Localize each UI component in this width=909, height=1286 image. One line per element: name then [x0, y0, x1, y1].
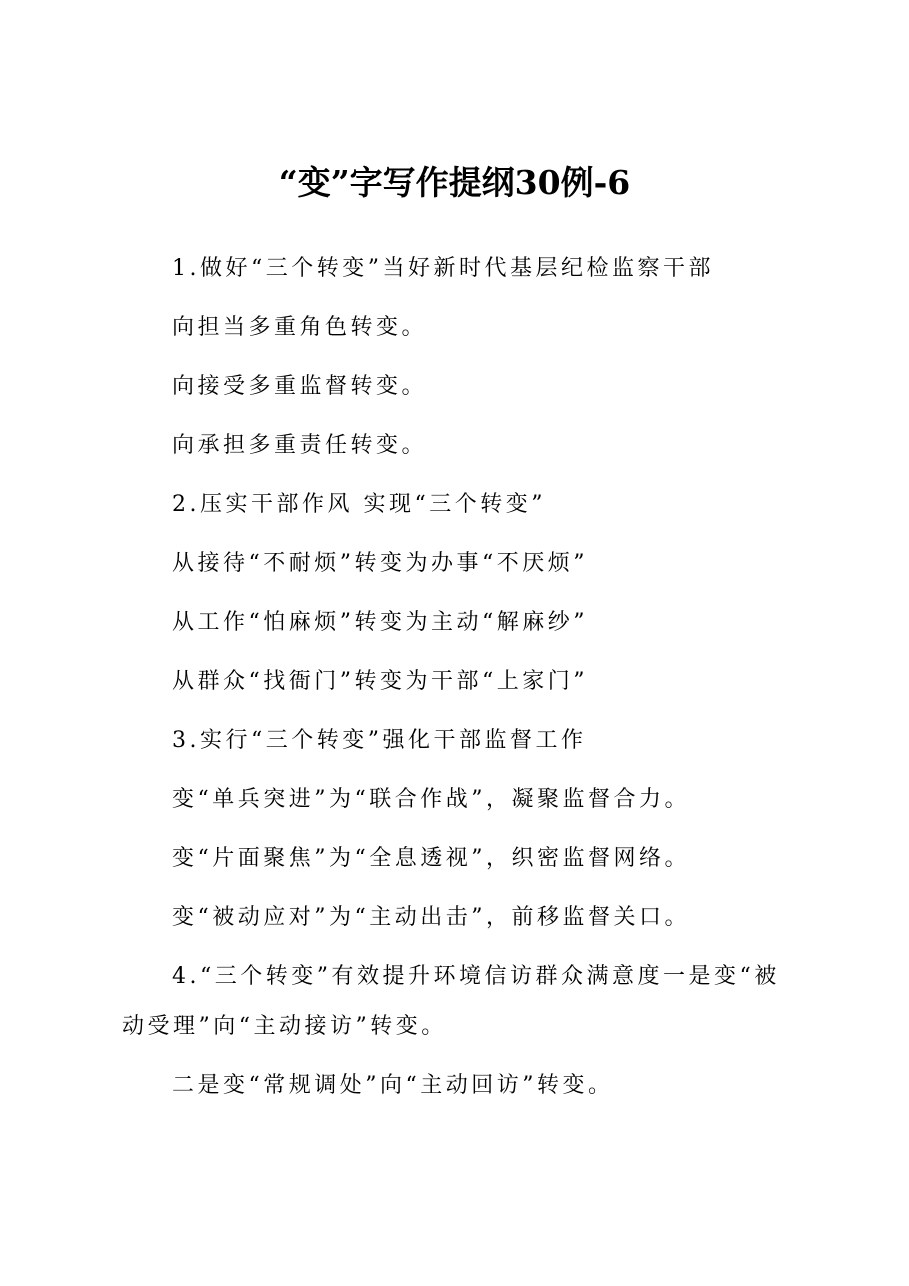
- paragraph-2: 向担当多重角色转变。: [172, 315, 428, 340]
- paragraph-11: 变“片面聚焦”为“全息透视”，织密监督网络。: [172, 846, 690, 871]
- paragraph-3: 向接受多重监督转变。: [172, 374, 428, 399]
- document-title: “变”字写作提纲30例-6: [278, 163, 631, 202]
- paragraph-13-line-2: 动受理”向“主动接访”转变。: [122, 1014, 447, 1039]
- paragraph-9: 3.实行“三个转变”强化干部监督工作: [172, 728, 587, 753]
- paragraph-10: 变“单兵突进”为“联合作战”，凝聚监督合力。: [172, 787, 690, 812]
- paragraph-13-line-1: 4.“三个转变”有效提升环境信访群众满意度一是变“被: [172, 964, 780, 989]
- paragraph-14: 二是变“常规调处”向“主动回访”转变。: [172, 1073, 614, 1098]
- paragraph-7: 从工作“怕麻烦”转变为主动“解麻纱”: [172, 610, 588, 635]
- paragraph-12: 变“被动应对”为“主动出击”，前移监督关口。: [172, 905, 690, 930]
- paragraph-1: 1.做好“三个转变”当好新时代基层纪检监察干部: [172, 256, 714, 281]
- paragraph-8: 从群众“找衙门”转变为干部“上家门”: [172, 669, 588, 694]
- paragraph-5: 2.压实干部作风 实现“三个转变”: [172, 492, 546, 517]
- paragraph-4: 向承担多重责任转变。: [172, 433, 428, 458]
- paragraph-6: 从接待“不耐烦”转变为办事“不厌烦”: [172, 551, 588, 576]
